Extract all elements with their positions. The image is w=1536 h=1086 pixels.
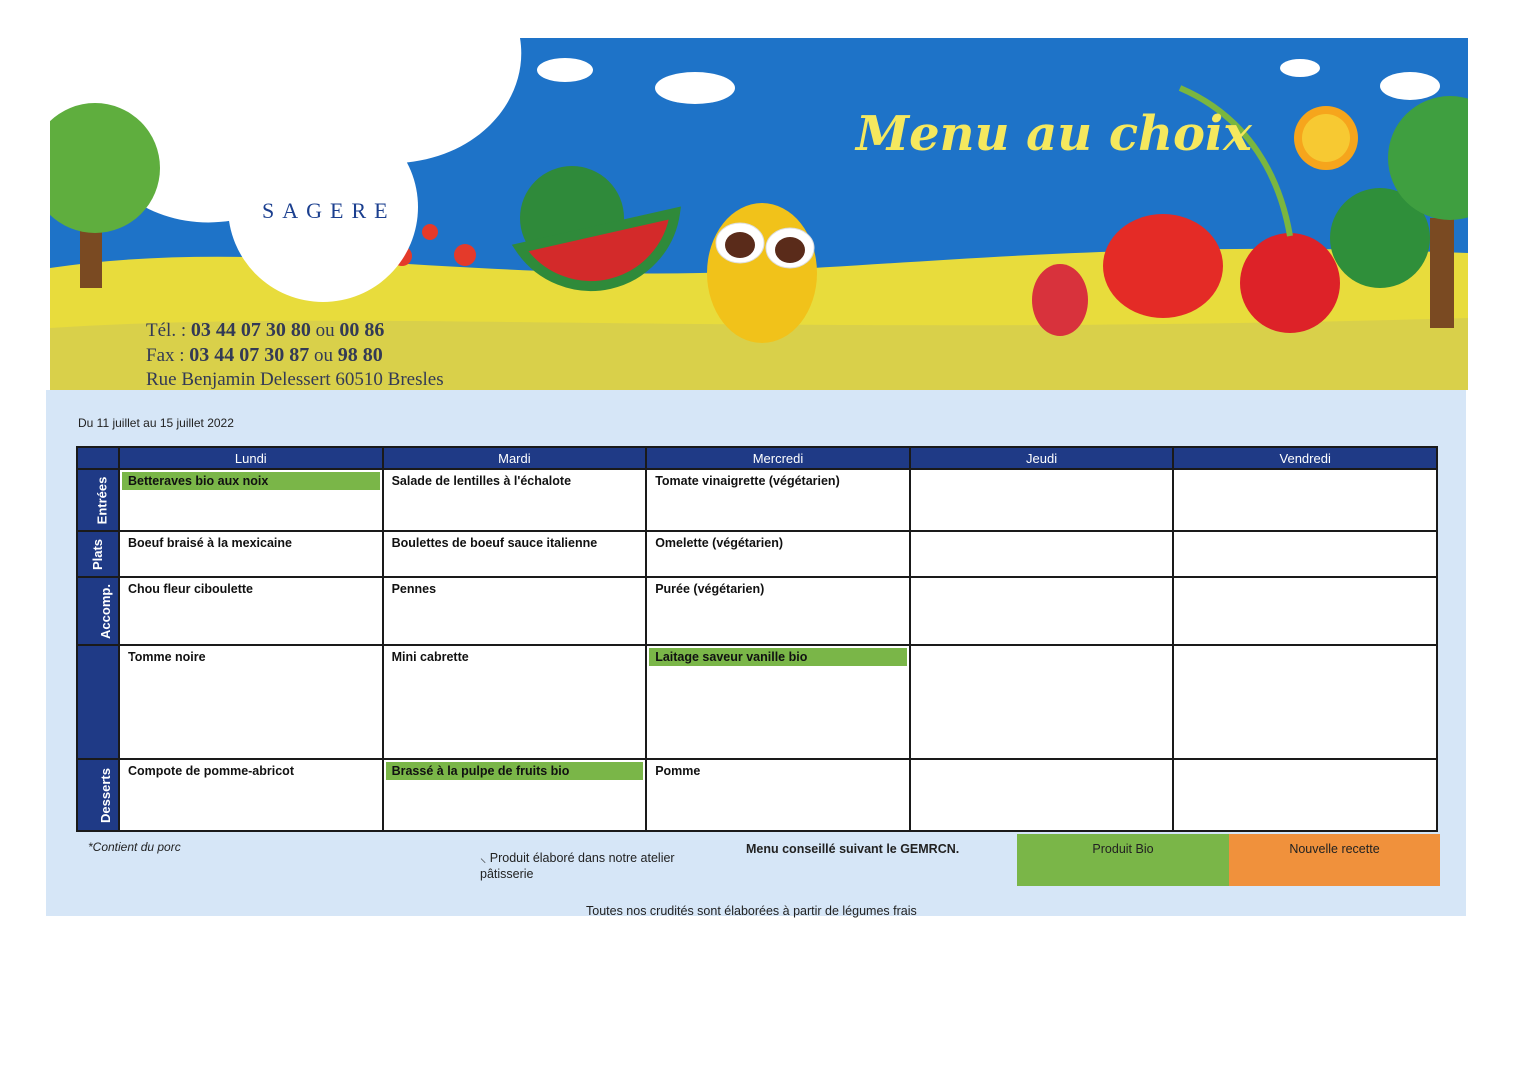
menu-cell xyxy=(383,645,647,759)
whisk-icon: ⸜ xyxy=(480,851,487,865)
menu-item: Mini cabrette xyxy=(391,650,469,664)
menu-cell xyxy=(1173,469,1437,531)
fax-label: Fax : xyxy=(146,345,185,366)
menu-cell xyxy=(910,645,1174,759)
menu-item: Tomate vinaigrette (végétarien) xyxy=(655,474,840,488)
menu-cell xyxy=(119,645,383,759)
menu-item-bio: Laitage saveur vanille bio xyxy=(649,648,907,666)
pork-note: *Contient du porc xyxy=(88,840,181,854)
menu-table xyxy=(76,446,1438,832)
row-label-text: Accomp. xyxy=(97,583,113,639)
menu-item: Chou fleur ciboulette xyxy=(128,582,253,596)
menu-row xyxy=(77,759,1437,831)
menu-cell xyxy=(119,469,383,531)
phone-or: ou xyxy=(315,320,335,341)
menu-row xyxy=(77,645,1437,759)
row-label xyxy=(77,469,119,531)
menu-cell xyxy=(910,759,1174,831)
menu-cell xyxy=(910,469,1174,531)
menu-period: Du 11 juillet au 15 juillet 2022 xyxy=(78,416,234,430)
day-header-mardi: Mardi xyxy=(383,447,647,469)
row-label xyxy=(77,531,119,577)
fax-alt: 98 80 xyxy=(337,344,383,366)
menu-cell xyxy=(119,531,383,577)
menu-cell xyxy=(910,577,1174,645)
menu-item-bio: Brassé à la pulpe de fruits bio xyxy=(386,762,644,780)
menu-cell xyxy=(646,469,910,531)
row-label-text: Desserts xyxy=(97,767,113,823)
menu-item: Tomme noire xyxy=(128,650,206,664)
menu-item-bio: Betteraves bio aux noix xyxy=(122,472,380,490)
menu-cell xyxy=(119,577,383,645)
phone-label: Tél. : xyxy=(146,320,187,341)
day-header-vendredi: Vendredi xyxy=(1173,447,1437,469)
menu-cell xyxy=(910,531,1174,577)
menu-body xyxy=(77,469,1437,831)
logo-name: SAGERE xyxy=(262,198,396,223)
menu-row xyxy=(77,531,1437,577)
fax-line xyxy=(146,343,444,368)
gemrcn-note: Menu conseillé suivant le GEMRCN. xyxy=(746,842,960,856)
row-label xyxy=(77,577,119,645)
contact-block xyxy=(146,318,444,390)
fax-or: ou xyxy=(314,345,334,366)
menu-cell xyxy=(383,469,647,531)
menu-item: Salade de lentilles à l'échalote xyxy=(391,474,572,488)
menu-row xyxy=(77,469,1437,531)
menu-cell xyxy=(383,531,647,577)
fax-numbers: 03 44 07 30 87 xyxy=(189,344,310,366)
menu-cell xyxy=(646,531,910,577)
page-title: Menu au choix xyxy=(856,106,1252,162)
legend-new-recipe: Nouvelle recette xyxy=(1229,834,1440,886)
phone-line xyxy=(146,318,444,343)
atelier-note xyxy=(480,850,700,882)
row-label-text: Produits laitiers xyxy=(119,652,135,752)
address-line: Rue Benjamin Delessert 60510 Bresles xyxy=(146,369,444,390)
menu-item: Pennes xyxy=(391,582,437,596)
menu-item: Omelette (végétarien) xyxy=(655,536,784,550)
menu-cell xyxy=(119,759,383,831)
menu-cell xyxy=(646,759,910,831)
row-label-text: Entrées xyxy=(94,476,110,524)
menu-cell xyxy=(383,577,647,645)
row-label-text: Plats xyxy=(90,538,106,570)
menu-corner xyxy=(77,447,119,469)
menu-item: Boulettes de boeuf sauce italienne xyxy=(391,536,598,550)
menu-item: Pomme xyxy=(655,764,701,778)
phone-alt: 00 86 xyxy=(339,319,385,341)
row-label xyxy=(77,645,135,759)
day-header-lundi: Lundi xyxy=(119,447,383,469)
menu-cell xyxy=(646,645,910,759)
menu-cell xyxy=(1173,531,1437,577)
menu-cell xyxy=(1173,759,1437,831)
crudites-note: Toutes nos crudités sont élaborées à partir de légumes frais xyxy=(586,904,917,918)
atelier-note-text: Produit élaboré dans notre atelier pâtisserie xyxy=(480,851,675,881)
phone-numbers: 03 44 07 30 80 xyxy=(190,319,311,341)
row-label xyxy=(77,759,119,831)
menu-item: Boeuf braisé à la mexicaine xyxy=(128,536,292,550)
menu-cell xyxy=(383,759,647,831)
menu-item: Purée (végétarien) xyxy=(655,582,765,596)
menu-header-row xyxy=(77,447,1437,469)
menu-cell xyxy=(1173,577,1437,645)
legend-bio: Produit Bio xyxy=(1017,834,1229,886)
header-banner xyxy=(50,38,1468,390)
day-header-mercredi: Mercredi xyxy=(646,447,910,469)
menu-cell xyxy=(1173,645,1437,759)
menu-item: Compote de pomme-abricot xyxy=(128,764,294,778)
menu-row xyxy=(77,577,1437,645)
day-header-jeudi: Jeudi xyxy=(910,447,1174,469)
menu-cell xyxy=(646,577,910,645)
